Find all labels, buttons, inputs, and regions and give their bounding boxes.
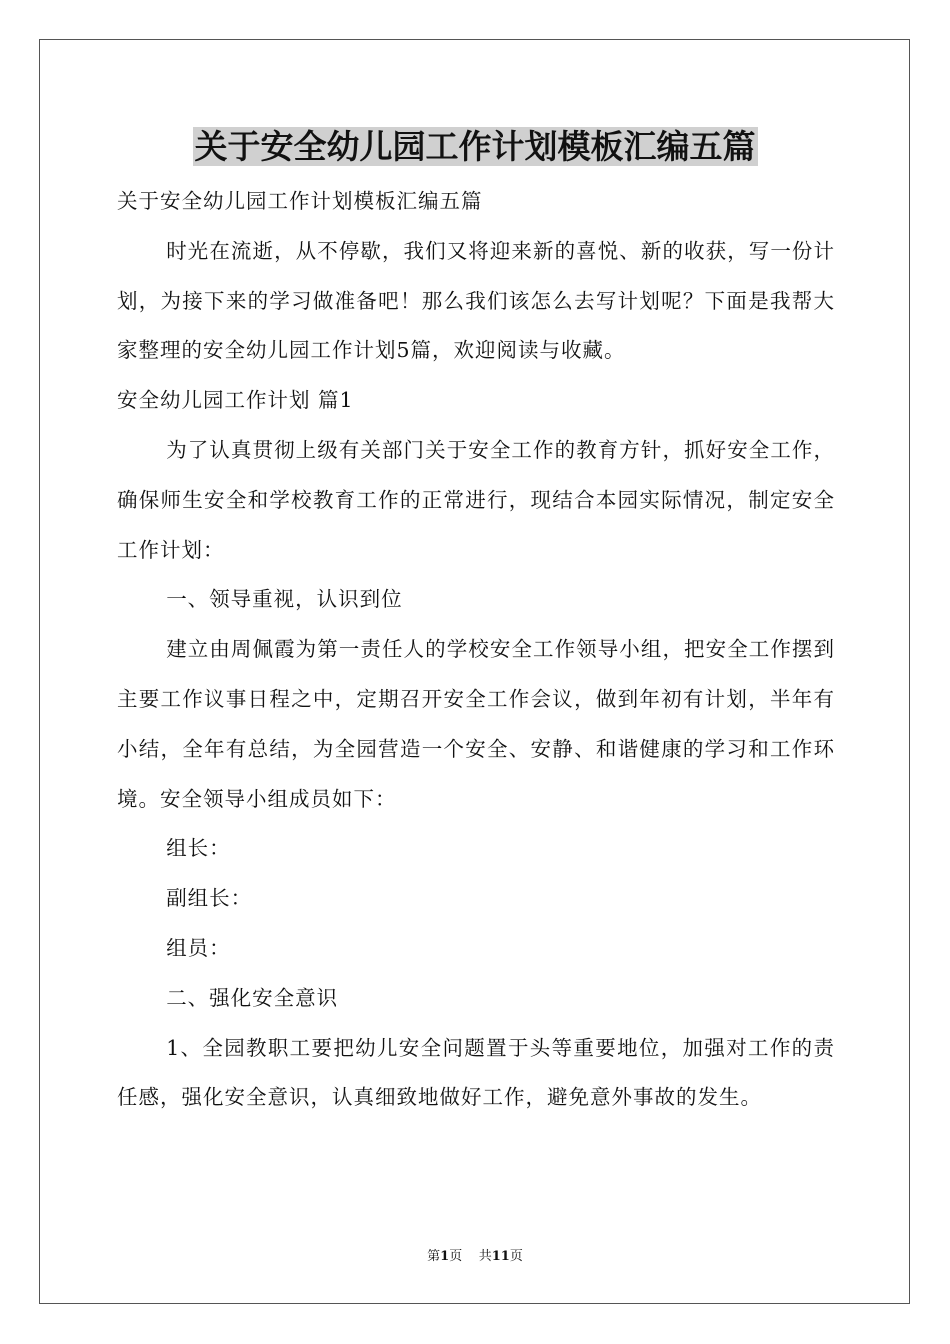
page-prefix: 第 — [427, 1249, 441, 1264]
paragraph-4: 一、领导重视，认识到位 — [166, 587, 403, 612]
paragraph-5: 建立由周佩霞为第一责任人的学校安全工作领导小组，把安全工作摆到主要工作议事日程之中，定期召开安全工作会议，做到年初有计划，半年有小结，全年有总结，为全园营造一个安全、安静、和谐健康的学习和工作环境。安全领导小组成员如下： — [117, 637, 835, 811]
page-footer — [0, 1247, 950, 1267]
total-prefix: 共 — [478, 1249, 492, 1264]
total-pages: 11 — [491, 1249, 510, 1264]
paragraph-0: 关于安全幼儿园工作计划模板汇编五篇 — [117, 189, 483, 213]
paragraph-8: 组员： — [166, 935, 231, 960]
paragraph-10: 1、全园教职工要把幼儿安全问题置于头等重要地位，加强对工作的责任感，强化安全意识，认真细致地做好工作，避免意外事故的发生。 — [117, 1035, 835, 1110]
document-body — [117, 177, 835, 1123]
page-number: 1 — [440, 1249, 450, 1264]
paragraph-2: 安全幼儿园工作计划 篇1 — [117, 388, 354, 413]
page-suffix: 页 — [449, 1249, 463, 1264]
paragraph-9: 二、强化安全意识 — [166, 985, 339, 1010]
paragraph-7: 副组长： — [166, 886, 253, 911]
total-suffix: 页 — [509, 1249, 523, 1264]
document-title — [0, 124, 950, 170]
paragraph-1: 时光在流逝，从不停歇，我们又将迎来新的喜悦、新的收获，写一份计划，为接下来的学习做准备吧！那么我们该怎么去写计划呢？下面是我帮大家整理的安全幼儿园工作计划5篇，欢迎阅读与收藏。 — [117, 238, 835, 363]
paragraph-6: 组长： — [166, 836, 231, 861]
document-title-text: 关于安全幼儿园工作计划模板汇编五篇 — [194, 127, 756, 166]
paragraph-3: 为了认真贯彻上级有关部门关于安全工作的教育方针，抓好安全工作，确保师生安全和学校教育工作的正常进行，现结合本园实际情况，制定安全工作计划： — [117, 437, 835, 562]
